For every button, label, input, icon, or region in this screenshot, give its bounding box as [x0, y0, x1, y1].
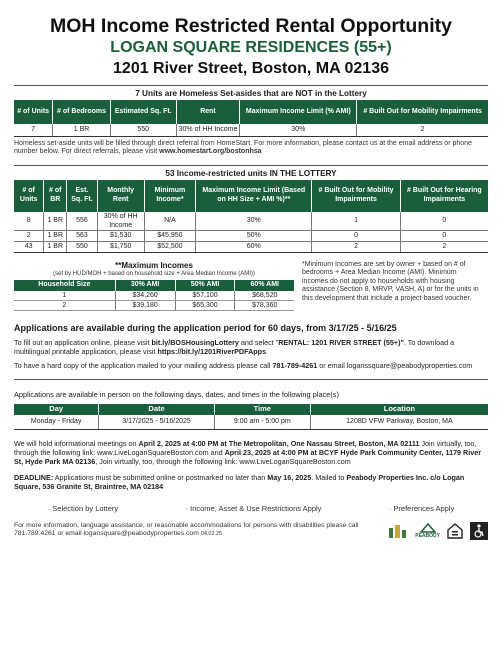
lottery-cell: 2 [400, 241, 488, 252]
meetings-text: We will hold informational meetings on April 2, 2025 at 4:00 PM at The Metropolitan, One Nassau Street, Boston, MA 02111 Join virtually, too, through the following link: www.LiveLoganSquareBoston.com and April 23, 2025 at 4:00 PM at BCYF Hyde Park Community Center, 1179 River St, Hyde Park MA 02136, Join virtually, too, through the following link: www.LiveLoganSquareBoston.com [14, 438, 482, 466]
lottery-cell: N/A [144, 212, 196, 231]
equal-housing-logo [446, 522, 464, 540]
lottery-cell: $1,750 [97, 241, 144, 252]
max-income-section [14, 261, 488, 312]
date-code: 04.02.25 [200, 531, 223, 537]
lottery-cell: 1 [312, 212, 400, 231]
homeless-section-title: 7 Units are Homeless Set-asides that are NOT in the Lottery [135, 89, 367, 98]
lottery-header: Est. Sq. Ft. [67, 180, 97, 212]
schedule-cell: Monday - Friday [14, 415, 99, 429]
lottery-cell: $52,500 [144, 241, 196, 252]
property-name: LOGAN SQUARE RESIDENCES (55+) [110, 39, 392, 56]
housing-logo-icon [387, 522, 409, 540]
property-address: 1201 River Street, Boston, MA 02136 [113, 60, 389, 77]
accessibility-logo [470, 522, 488, 540]
table-row [14, 301, 294, 311]
table-row [14, 415, 488, 429]
max-income-header: 50% AMI [175, 280, 235, 291]
lottery-cell: 0 [400, 230, 488, 241]
max-income-cell: $34,260 [115, 291, 175, 301]
wheelchair-icon [470, 522, 488, 540]
lottery-header: # of Units [14, 180, 44, 212]
lottery-header: Maximum Income Limit (Based on HH Size + AMI %)** [196, 180, 312, 212]
lottery-header: # of BR [44, 180, 67, 212]
table-row [14, 241, 488, 252]
lottery-link[interactable]: bit.ly/BOSHousingLottery [151, 338, 239, 347]
lottery-cell: 30% of HH Income [97, 212, 144, 231]
lottery-cell: 50% [196, 230, 312, 241]
table-row [14, 291, 294, 301]
lottery-cell: 0 [400, 212, 488, 231]
lottery-cell: 556 [67, 212, 97, 231]
max-income-table [14, 280, 294, 312]
homeless-header: # of Bedrooms [53, 100, 111, 124]
lottery-table [14, 180, 488, 253]
pdf-apps-link[interactable]: https://bit.ly/1201RiverPDFApps [157, 347, 267, 356]
lottery-section-title: 53 Income-restricted units IN THE LOTTERY [165, 168, 337, 178]
lottery-cell: 1 BR [44, 241, 67, 252]
hard-copy-text: To have a hard copy of the application mailed to your mailing address please call 781-789-4261 or email loganssquare@peabodyproperties.com [14, 361, 473, 370]
table-row [14, 212, 488, 231]
table-row [14, 230, 488, 241]
max-income-cell: $65,300 [175, 301, 235, 311]
lottery-cell: 30% [196, 212, 312, 231]
peabody-logo: PEABODY [415, 523, 440, 539]
max-income-header: 60% AMI [235, 280, 294, 291]
schedule-table [14, 404, 488, 430]
footer-contact: For more information, language assistance, or reasonable accommodations for persons with disabilities please call 781.789.4261 or email logansquare@peabodyproperties.com [14, 521, 359, 537]
homeless-cell: 30% of HH Income [176, 124, 240, 136]
schedule-header: Date [99, 404, 214, 415]
peabody-icon [420, 523, 436, 533]
lottery-header: Minimum Income* [144, 180, 196, 212]
homeless-note: Homeless set-aside units will be filled through direct referral from HomeStart. For more information, please contact us at the email address or phone number below. For direct referrals, please visit www.homestart.org/bostonhsa [14, 139, 472, 155]
homeless-cell: 1 BR [53, 124, 111, 136]
max-income-header: 30% AMI [115, 280, 175, 291]
logo-group [387, 522, 488, 540]
max-income-cell: 1 [14, 291, 115, 301]
max-income-title: **Maximum Incomes [115, 260, 193, 270]
lottery-header: Monthly Rent [97, 180, 144, 212]
schedule-header: Day [14, 404, 99, 415]
phone-number: 781-789-4261 [272, 361, 318, 370]
lottery-cell: $1,530 [97, 230, 144, 241]
bullet-item: · Income, Asset & Use Restrictions Apply [185, 503, 322, 513]
homeless-header: Maximum Income Limit (% AMI) [240, 100, 357, 124]
page-title: MOH Income Restricted Rental Opportunity [50, 15, 452, 37]
lottery-cell: 8 [14, 212, 44, 231]
lottery-cell: 43 [14, 241, 44, 252]
lottery-cell: 1 BR [44, 230, 67, 241]
in-person-intro: Applications are available in person on the following days, dates, and times in the following place(s) [14, 390, 339, 399]
table-row [14, 124, 488, 136]
homeless-header: # of Units [14, 100, 53, 124]
lottery-header: # Built Out for Mobility Impairments [312, 180, 400, 212]
schedule-header: Location [310, 404, 488, 415]
bullet-item: · Selection by Lottery [47, 503, 119, 513]
bullet-item: · Preferences Apply [388, 503, 455, 513]
homeless-header: Estimated Sq. Ft. [110, 100, 176, 124]
lottery-cell: $45,950 [144, 230, 196, 241]
lottery-header: # Built Out for Hearing Impairments [400, 180, 488, 212]
min-income-note: *Minimum Incomes are set by owner + based on # of bedrooms + Area Median Income (AMI). Minimum incomes do not apply to households with housing assistance (Section 8, MRVP, VASH, A) or for the units in this development that include a project-based voucher. [302, 260, 479, 302]
schedule-cell: 9:00 am - 5:00 pm [214, 415, 310, 429]
homeless-cell: 2 [357, 124, 488, 136]
footer [14, 522, 488, 540]
max-income-cell: $57,100 [175, 291, 235, 301]
lottery-cell: 563 [67, 230, 97, 241]
homeless-cell: 550 [110, 124, 176, 136]
deadline-text: DEADLINE: Applications must be submitted online or postmarked no later than May 16, 2025. Mailed to Peabody Properties Inc. c/o Logan Square, 536 Granite St, Braintree, MA 02184 [14, 472, 465, 491]
schedule-header: Time [214, 404, 310, 415]
schedule-cell: 3/17/2025 - 5/16/2025 [99, 415, 214, 429]
max-income-subtitle: (set by HUD/MOH + based on household size + Area Median Income (AMI)) [53, 270, 255, 277]
max-income-cell: 2 [14, 301, 115, 311]
homeless-table [14, 100, 488, 137]
max-income-cell: $78,360 [235, 301, 294, 311]
homeless-cell: 30% [240, 124, 357, 136]
lottery-cell: 0 [312, 230, 400, 241]
application-period-title: Applications are available during the application period for 60 days, from 3/17/25 - 5/16/25 [14, 323, 397, 333]
homeless-cell: 7 [14, 124, 53, 136]
max-income-cell: $68,520 [235, 291, 294, 301]
lottery-cell: 60% [196, 241, 312, 252]
homestart-link[interactable]: www.homestart.org/bostonhsa [159, 148, 262, 155]
equal-housing-icon [446, 522, 464, 540]
homeless-header: # Built Out for Mobility Impairments [357, 100, 488, 124]
lottery-cell: 2 [14, 230, 44, 241]
max-income-cell: $39,180 [115, 301, 175, 311]
online-application-text: To fill out an application online, please visit bit.ly/BOSHousingLottery and select "RENTAL: 1201 RIVER STREET (55+)". To download a multilingual printable application, please visit https://bit.ly/1201RiverPDFApps [14, 338, 455, 356]
lottery-cell: 550 [67, 241, 97, 252]
divider [14, 379, 488, 380]
boston-housing-logo [387, 522, 409, 540]
lottery-cell: 1 BR [44, 212, 67, 231]
homeless-header: Rent [176, 100, 240, 124]
max-income-header: Household Size [14, 280, 115, 291]
schedule-cell: 1208D VFW Parkway, Boston, MA [310, 415, 488, 429]
bullet-list [14, 504, 488, 513]
lottery-cell: 2 [312, 241, 400, 252]
